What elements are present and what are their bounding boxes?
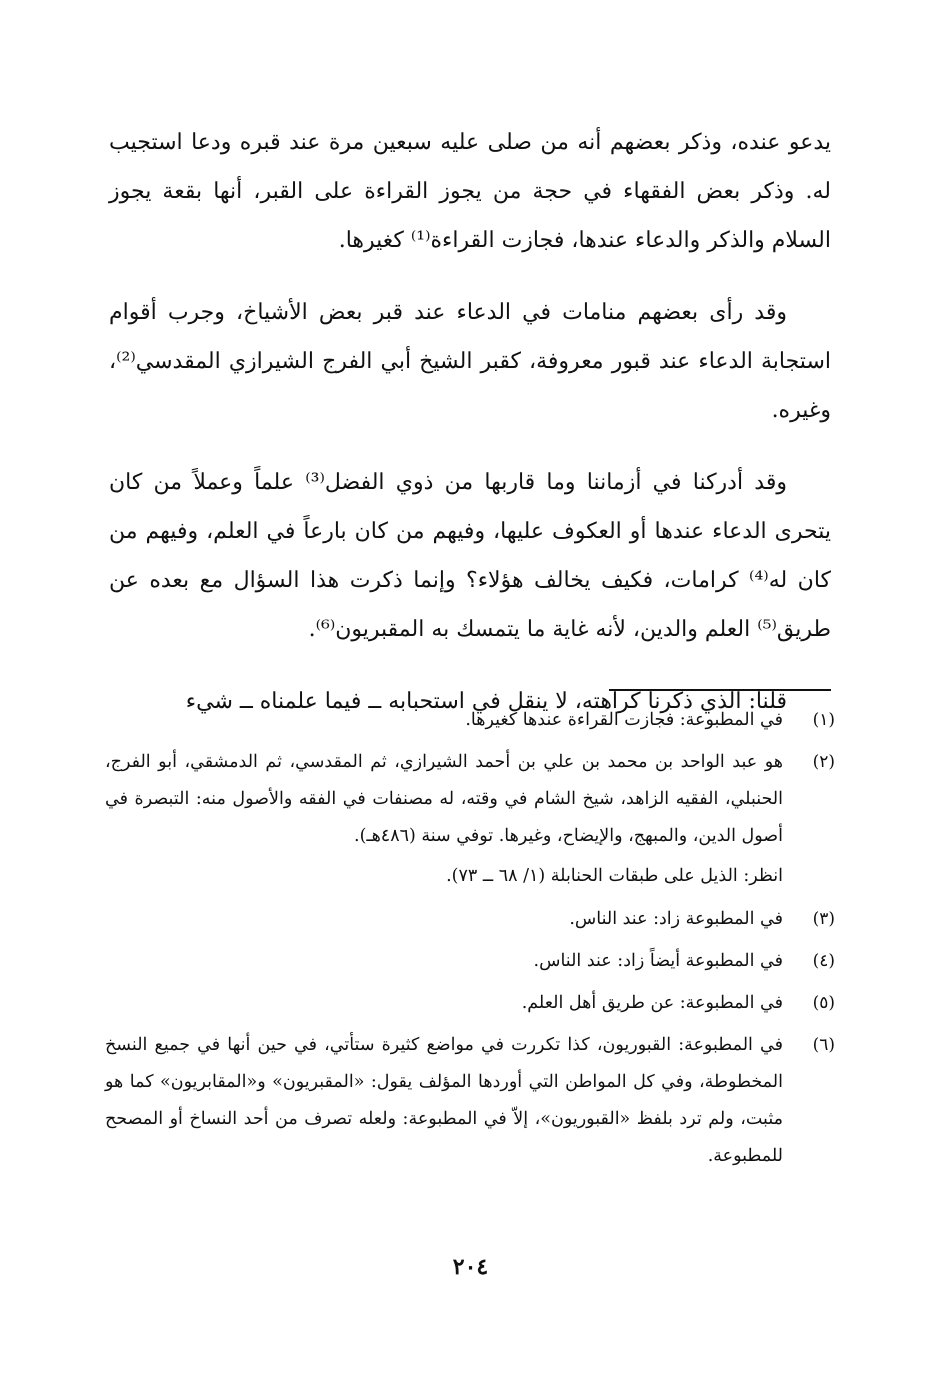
page-number: ٢٠٤ <box>452 1254 489 1280</box>
footnote-number: (٤) <box>812 951 835 971</box>
paragraph: يدعو عنده، وذكر بعضهم أنه من صلى عليه سبعين مرة عند قبره ودعا استجيب له. وذكر بعض الفقهاء في حجة من يجوز القراءة على القبر، أنها بقعة يجوز السلام والذكر والدعاء عندها، فجازت القراءة⁽¹⁾ كغيرها. <box>109 130 831 253</box>
footnote-number: (٣) <box>812 909 835 929</box>
footnote-number: (٢) <box>812 752 835 772</box>
footnote-reference: انظر: الذيل على طبقات الحنابلة (١/ ٦٨ ــ ٧٣). <box>446 866 783 886</box>
footnote-number: (٥) <box>812 993 835 1013</box>
main-text <box>109 118 831 749</box>
footnote-text: هو عبد الواحد بن محمد بن علي بن أحمد الشيرازي، ثم المقدسي، ثم الدمشقي، أبو الفرج، الحنبلي، الفقيه الزاهد، شيخ الشام في وقته، له مصنفات في الفقه والأصول منه: التبصرة في أصول الدين، والمبهج، والإيضاح، وغيرها. توفي سنة (٤٨٦هـ). <box>105 752 783 846</box>
paragraph: وقد أدركنا في أزماننا وما قاربها من ذوي الفضل⁽³⁾ علماً وعملاً من كان يتحرى الدعاء عندها أو العكوف عليها، وفيهم من كان بارعاً في العلم، وفيهم من كان له⁽⁴⁾ كرامات، فكيف يخالف هؤلاء؟ وإنما ذكرت هذا السؤال مع بعده عن طريق⁽⁵⁾ العلم والدين، لأنه غاية ما يتمسك به المقبريون⁽⁶⁾. <box>109 470 832 642</box>
footnote-5 <box>105 985 835 1022</box>
footnote-number: (١) <box>812 710 835 730</box>
footnote-3 <box>105 901 835 938</box>
footnote-4 <box>105 943 835 980</box>
footnote-text: في المطبوعة زاد: عند الناس. <box>569 909 783 929</box>
footnote-text: في المطبوعة أيضاً زاد: عند الناس. <box>533 951 783 971</box>
footnote-text: في المطبوعة: فجازت القراءة عندها كغيرها. <box>465 710 783 730</box>
footnote-text: في المطبوعة: القبوريون، كذا تكررت في مواضع كثيرة ستأتي، في حين أنها في جميع النسخ المخطوطة، وفي كل المواطن التي أوردها المؤلف يقول: «المقبريون» و«المقابريون» كما هو مثبت، ولم ترد بلفظ «القبوريون»، إلاّ في المطبوعة: ولعله تصرف من أحد النساخ أو المصحح للمطبوعة. <box>105 1035 783 1166</box>
paragraph: قلنا: الذي ذكرنا كراهته، لا ينقل في استحبابه ــ فيما علمناه ــ شيء <box>185 689 787 714</box>
footnote-6 <box>105 1027 835 1175</box>
footnote-2 <box>105 744 835 855</box>
footnote-text: في المطبوعة: عن طريق أهل العلم. <box>521 993 783 1013</box>
paragraph: وقد رأى بعضهم منامات في الدعاء عند قبر بعض الأشياخ، وجرب أقوام استجابة الدعاء عند قبور معروفة، كقبر الشيخ أبي الفرج الشيرازي المقدسي⁽²⁾، وغيره. <box>109 300 831 423</box>
footnote-separator <box>609 689 831 691</box>
footnote-1 <box>105 702 835 739</box>
footnotes <box>105 702 835 1180</box>
footnote-number: (٦) <box>812 1035 835 1055</box>
